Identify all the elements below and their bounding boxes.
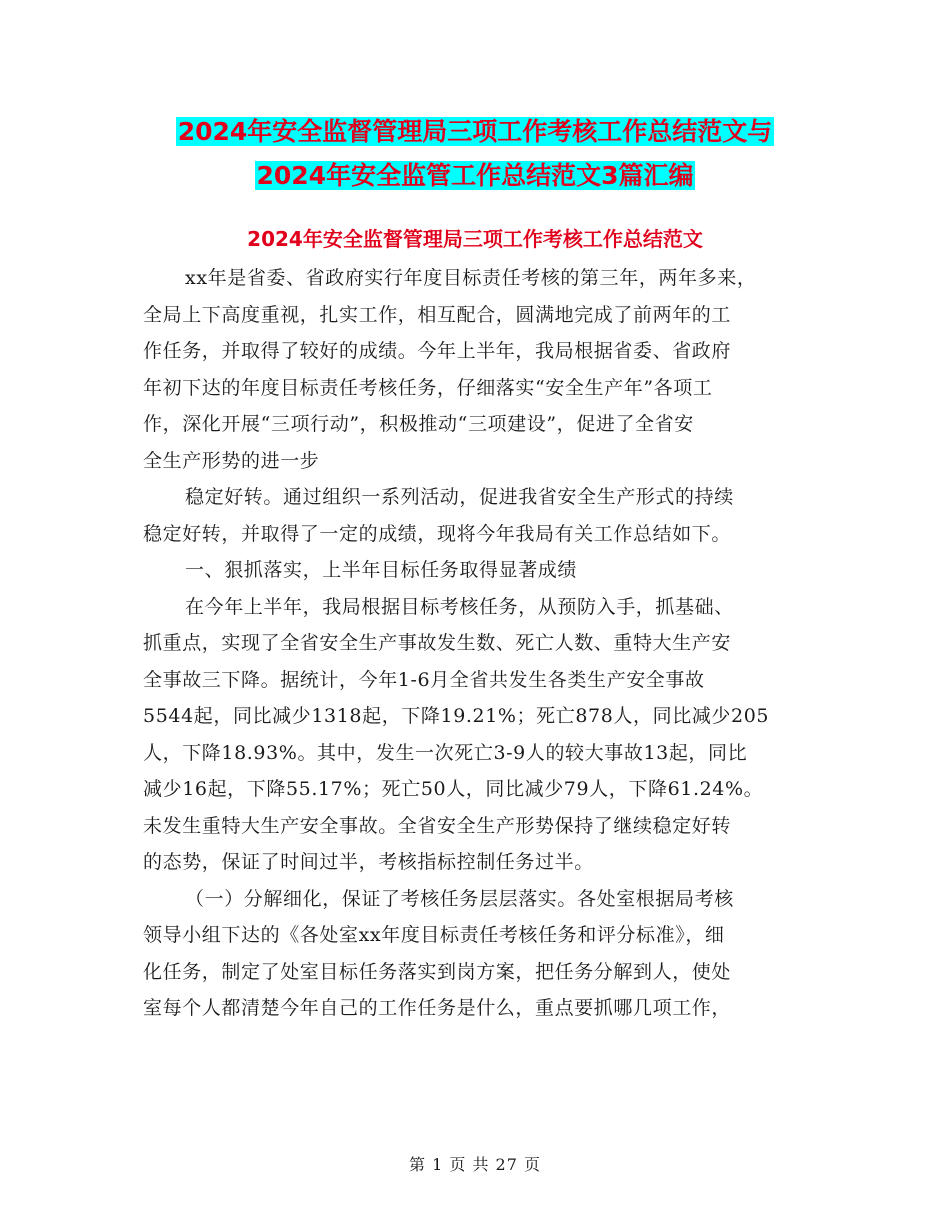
body-line: 化任务，制定了处室目标任务落实到岗方案，把任务分解到人，使处 xyxy=(143,960,732,983)
body-line: 稳定好转。通过组织一系列活动，促进我省安全生产形式的持续 xyxy=(185,486,734,508)
body-line: xx年是省委、省政府实行年度目标责任考核的第三年，两年多来， xyxy=(185,267,757,289)
body-line: 的态势，保证了时间过半，考核指标控制任务过半。 xyxy=(143,851,594,873)
body-line: 未发生重特大生产安全事故。全省安全生产形势保持了继续稳定好转 xyxy=(143,814,732,837)
section-title: 2024年安全监督管理局三项工作考核工作总结范文 xyxy=(247,227,703,251)
body-line: 作任务，并取得了较好的成绩。今年上半年，我局根据省委、省政府 xyxy=(143,340,732,362)
body-line: 全局上下高度重视，扎实工作，相互配合，圆满地完成了前两年的工 xyxy=(143,303,732,326)
body-line: 在今年上半年，我局根据目标考核任务，从预防入手，抓基础、 xyxy=(185,595,734,618)
body-line: 减少16起，下降55.17%；死亡50人，同比减少79人，下降61.24%。 xyxy=(143,778,764,800)
body-line: 年初下达的年度目标责任考核任务，仔细落实“安全生产年”各项工 xyxy=(143,376,713,399)
page-footer: 第 1 页 共 27 页 xyxy=(409,1155,541,1174)
body-line: 一、狠抓落实，上半年目标任务取得显著成绩 xyxy=(185,559,578,581)
body-line: 抓重点，实现了全省安全生产事故发生数、死亡人数、重特大生产安 xyxy=(143,632,732,654)
body-line: 全生产形势的进一步 xyxy=(143,449,320,472)
document-title-line-1: 2024年安全监督管理局三项工作考核工作总结范文与 xyxy=(177,117,773,146)
body-line: 全事故三下降。据统计，今年1-6月全省共发生各类生产安全事故 xyxy=(143,668,705,691)
body-line: 领导小组下达的《各处室xx年度目标责任考核任务和评分标准》，细 xyxy=(143,924,725,946)
body-line: 稳定好转，并取得了一定的成绩，现将今年我局有关工作总结如下。 xyxy=(143,522,732,545)
document-title-line-2: 2024年安全监管工作总结范文3篇汇编 xyxy=(256,161,694,190)
body-line: （一）分解细化，保证了考核任务层层落实。各处室根据局考核 xyxy=(185,887,734,910)
body-line: 作，深化开展“三项行动”，积极推动“三项建设”，促进了全省安 xyxy=(143,413,694,435)
body-line: 人，下降18.93%。其中，发生一次死亡3-9人的较大事故13起，同比 xyxy=(143,741,748,764)
body-line: 室每个人都清楚今年自己的工作任务是什么，重点要抓哪几项工作， xyxy=(143,997,732,1019)
body-line: 5544起，同比减少1318起，下降19.21%；死亡878人，同比减少205 xyxy=(143,705,770,727)
document-body xyxy=(143,260,813,1027)
